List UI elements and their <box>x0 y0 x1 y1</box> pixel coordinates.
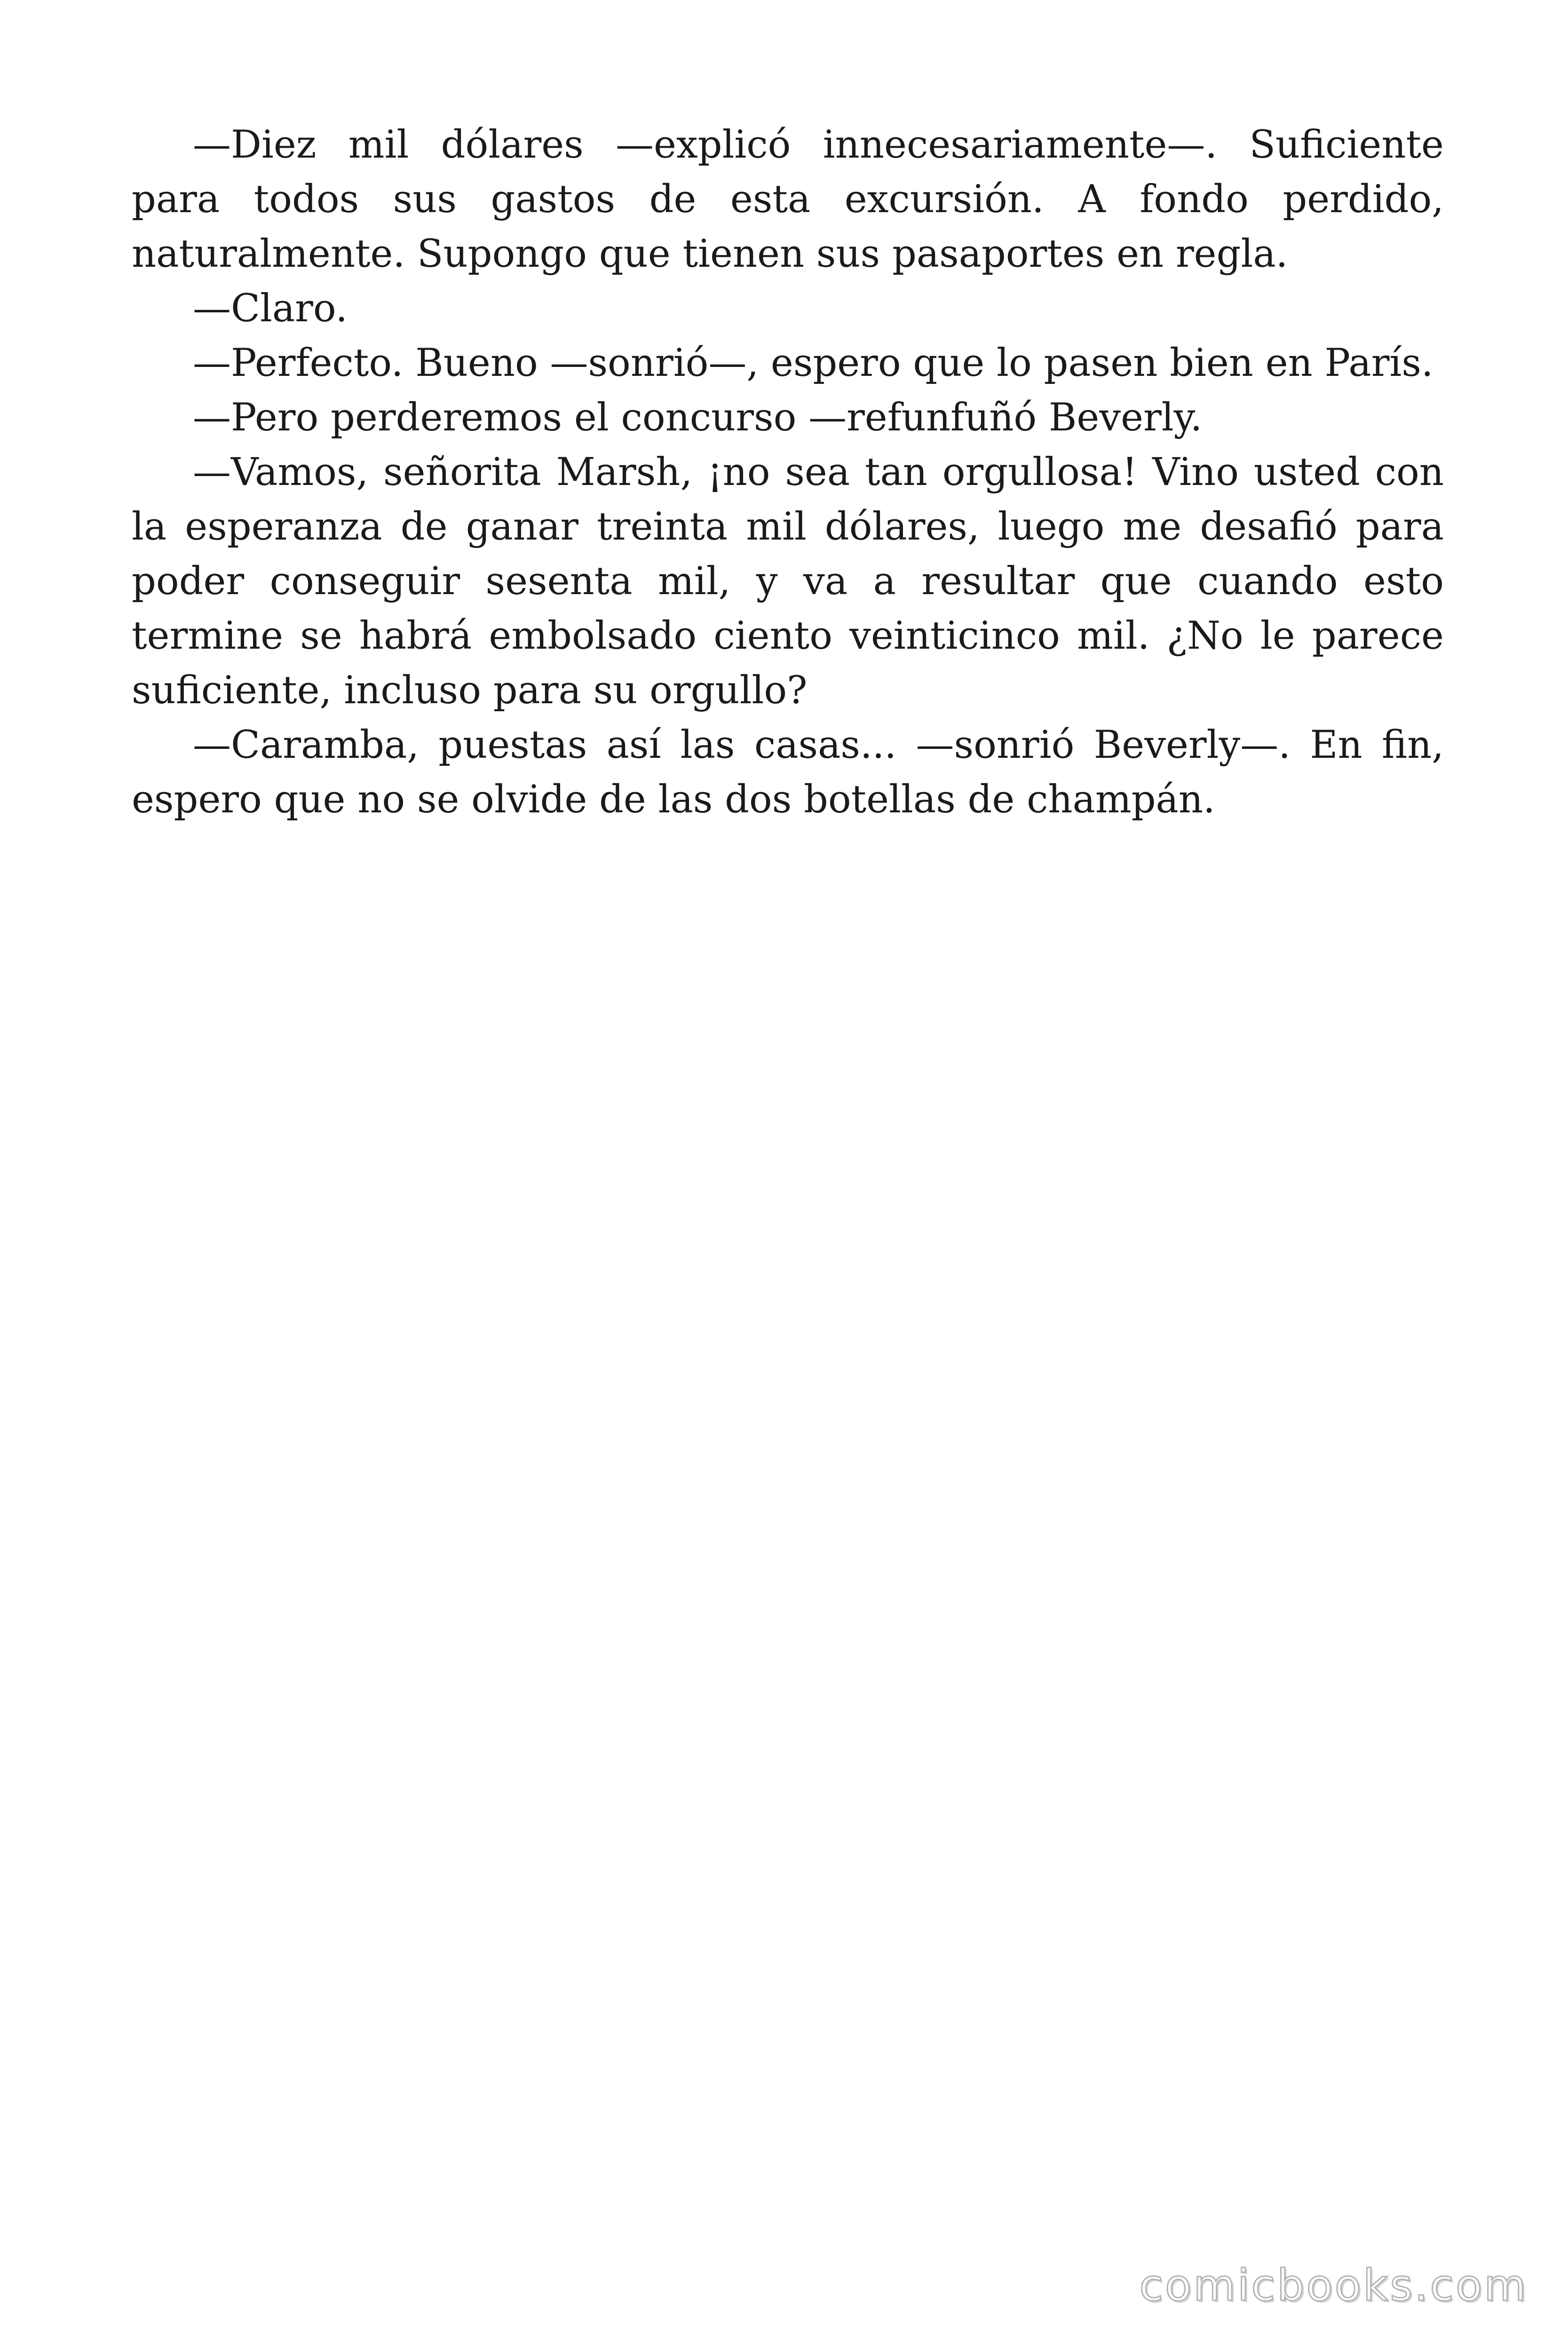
paragraph-1: —Diez mil dólares —explicó innecesariamente—. Suficiente para todos sus gastos de esta excursión. A fondo perdido, naturalmente. Supongo que tienen sus pasaportes en regla. <box>132 123 1444 276</box>
paragraph-6: —Caramba, puestas así las casas... —sonrió Beverly—. En fin, espero que no se olvide de las dos botellas de champán. <box>132 723 1444 822</box>
paragraph-5: —Vamos, señorita Marsh, ¡no sea tan orgullosa! Vino usted con la esperanza de ganar treinta mil dólares, luego me desafió para poder conseguir sesenta mil, y va a resultar que cuando esto termine se habrá embolsado ciento veinticinco mil. ¿No le parece suficiente, incluso para su orgullo? <box>132 450 1444 713</box>
book-page-text <box>132 118 1444 827</box>
paragraph-3: —Perfecto. Bueno —sonrió—, espero que lo pasen bien en París. <box>193 341 1433 385</box>
paragraph-4: —Pero perderemos el concurso —refunfuñó Beverly. <box>193 396 1203 440</box>
watermark-text: comicbooks.com <box>1139 2260 1528 2311</box>
paragraph-2: —Claro. <box>193 286 348 331</box>
